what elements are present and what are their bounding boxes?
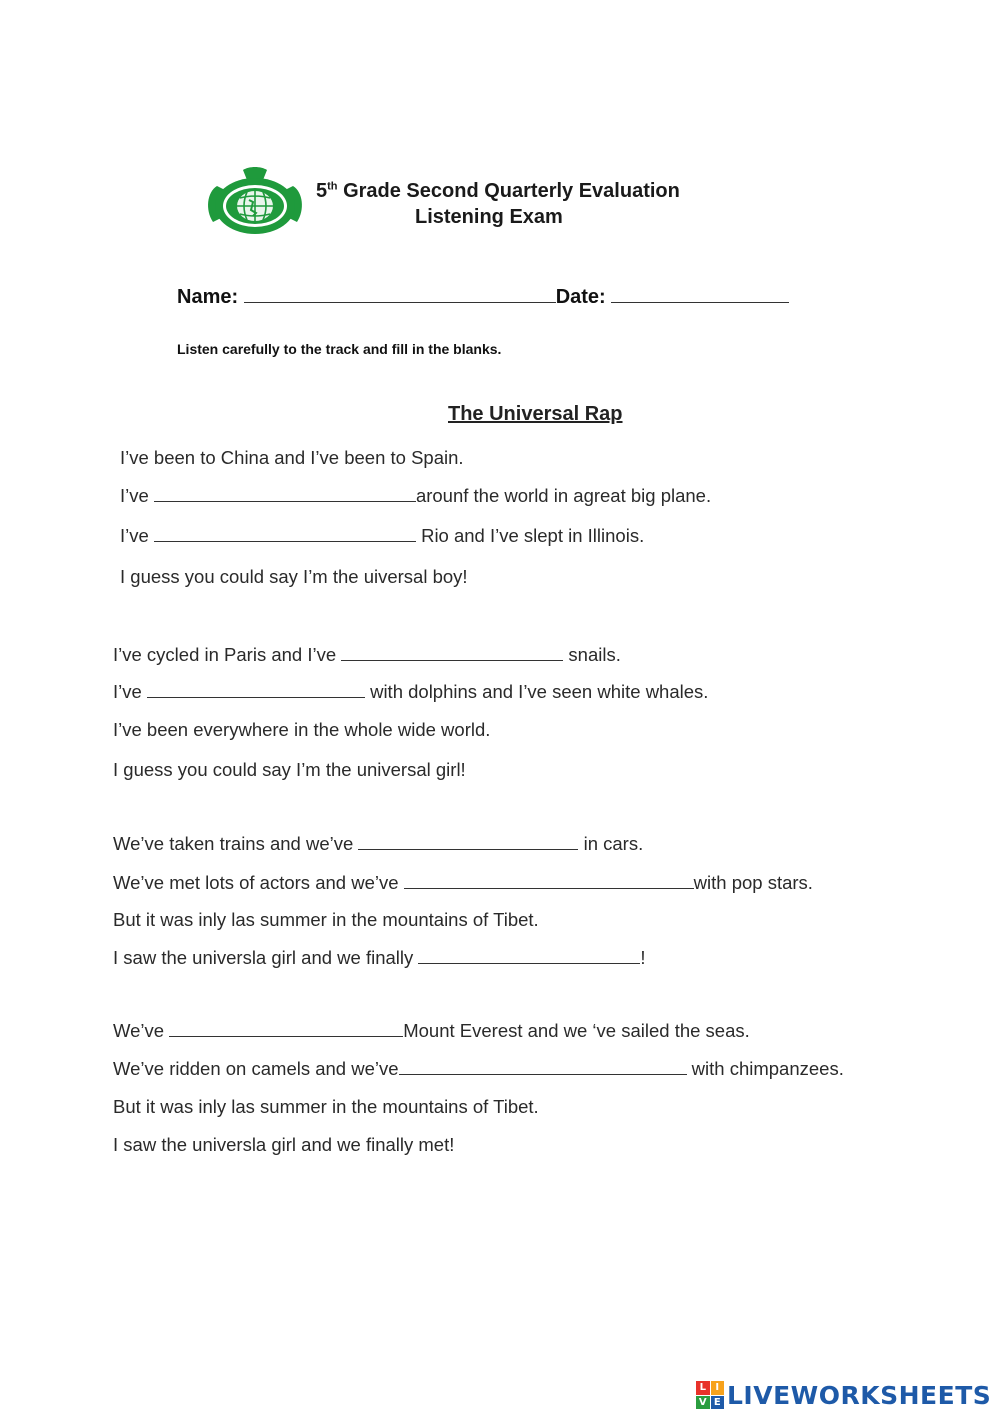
name-label: Name:: [177, 286, 239, 308]
date-label: Date:: [555, 286, 606, 308]
s4-line2: We’ve ridden on camels and we’ve with chimpanzees.: [113, 1058, 844, 1079]
blank-s4-2[interactable]: [399, 1060, 687, 1075]
s2-line2: I’ve with dolphins and I’ve seen white whales.: [113, 681, 709, 702]
s4-line4: I saw the universla girl and we finally met!: [113, 1134, 455, 1155]
school-seal-logo: [203, 166, 307, 240]
s4-line3: But it was inly las summer in the mountains of Tibet.: [113, 1096, 539, 1117]
s2-line4: I guess you could say I’m the universal girl!: [113, 759, 466, 780]
name-blank[interactable]: [244, 288, 556, 303]
s3-line1: We’ve taken trains and we’ve in cars.: [113, 833, 644, 854]
blank-s3-1[interactable]: [358, 835, 578, 850]
s1-line1: I’ve been to China and I’ve been to Spain.: [120, 447, 464, 468]
exam-subtitle: Listening Exam: [415, 206, 563, 228]
s3-line2: We’ve met lots of actors and we’ve with pop stars.: [113, 872, 813, 893]
liveworksheets-wordmark: LIVEWORKSHEETS: [727, 1380, 992, 1410]
s3-line3: But it was inly las summer in the mountains of Tibet.: [113, 909, 539, 930]
s2-line3: I’ve been everywhere in the whole wide world.: [113, 719, 491, 740]
s3-line4: I saw the universla girl and we finally !: [113, 947, 646, 968]
s1-line3: I’ve Rio and I’ve slept in Illinois.: [120, 525, 645, 546]
blank-s4-1[interactable]: [169, 1022, 403, 1037]
blank-s2-2[interactable]: [147, 683, 365, 698]
blank-s3-3[interactable]: [418, 949, 640, 964]
date-blank[interactable]: [611, 288, 789, 303]
s2-line1: I’ve cycled in Paris and I’ve snails.: [113, 644, 621, 665]
liveworksheets-brand: [696, 1380, 991, 1410]
instructions: Listen carefully to the track and fill in the blanks.: [177, 341, 502, 357]
liveworksheets-logo-icon: L I V E: [696, 1381, 724, 1409]
s4-line1: We’ve Mount Everest and we ‘ve sailed the seas.: [113, 1020, 750, 1041]
s1-line2: I’ve arounf the world in agreat big plane.: [120, 485, 712, 506]
song-title: The Universal Rap: [448, 403, 623, 425]
blank-s1-1[interactable]: [154, 487, 416, 502]
blank-s1-2[interactable]: [154, 527, 416, 542]
blank-s3-2[interactable]: [404, 874, 694, 889]
exam-title: 5th Grade Second Quarterly Evaluation: [316, 180, 680, 202]
name-date-row: [177, 286, 789, 309]
blank-s2-1[interactable]: [341, 646, 563, 661]
s1-line4: I guess you could say I’m the uiversal boy!: [120, 566, 468, 587]
